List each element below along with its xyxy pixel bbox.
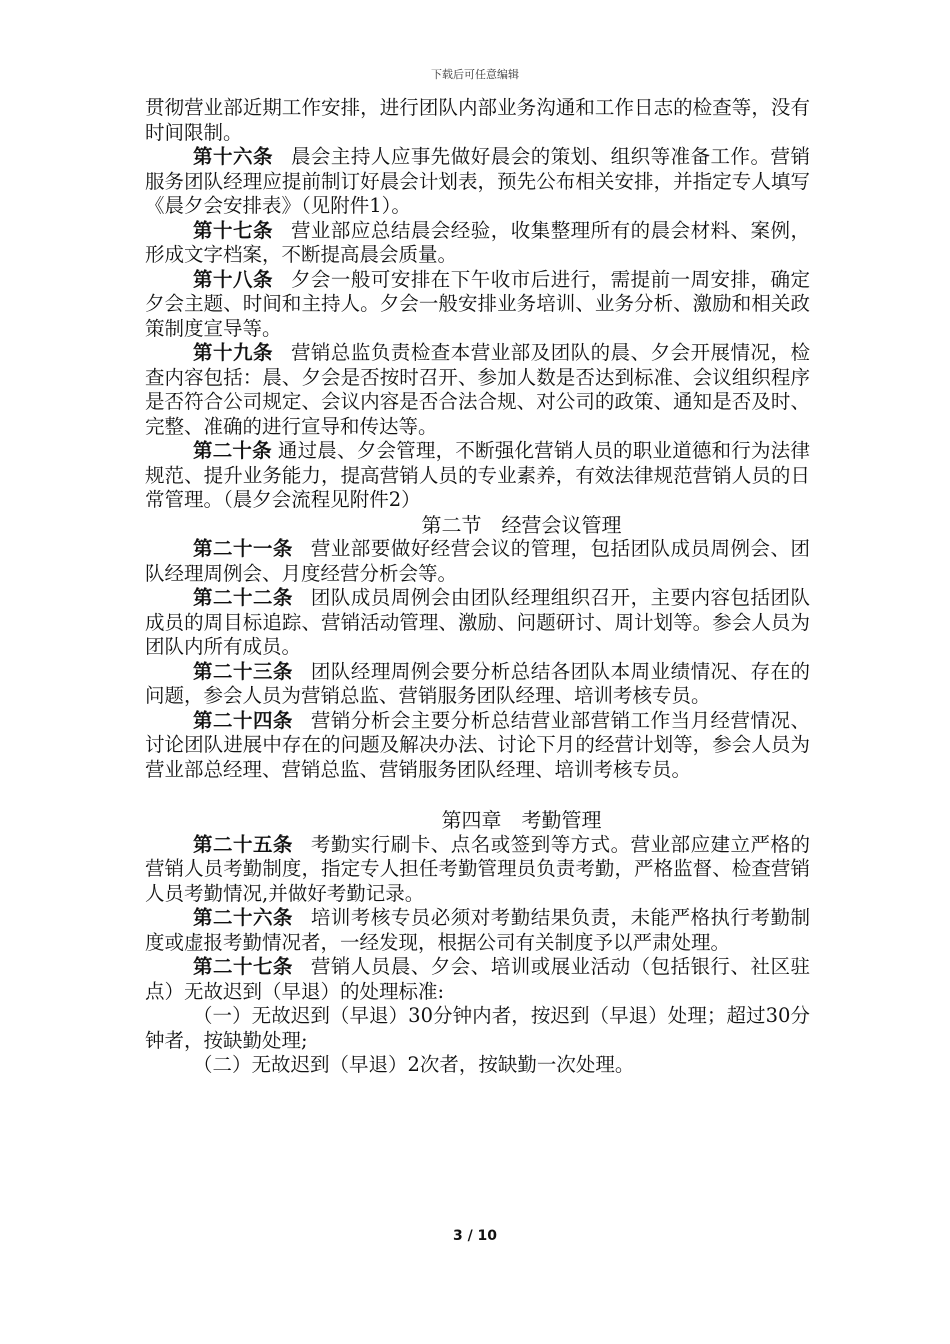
section-title: 第二节 经营会议管理 [421,512,622,537]
sub-item-2: （二）无故迟到（早退）2次者，按缺勤一次处理。 [193,1053,635,1076]
article-23 [145,660,810,709]
chapter-title: 第四章 考勤管理 [441,808,602,832]
article-label: 第二十六条 [193,906,293,929]
article-19 [145,341,810,439]
article-20 [145,439,810,513]
article-text: 考勤实行刷卡、点名或签到等方式。营业部应建立严格的营销人员考勤制度，指定专人担任考勤管理员负责考勤，严格监督、检查营销人员考勤情况,并做好考勤记录。 [145,832,810,905]
page-header-note: 下载后可任意编辑 [431,68,519,81]
sub-item-1: （一）无故迟到（早退）30分钟内者，按迟到（早退）处理；超过30分钟者，按缺勤处理; [145,1004,810,1052]
article-text: 通过晨、夕会管理，不断强化营销人员的职业道德和行为法律规范、提升业务能力，提高营销人员的专业素养，有效法律规范营销人员的日常管理。（晨夕会流程见附件2） [145,439,810,511]
article-text: 培训考核专员必须对考勤结果负责，未能严格执行考勤制度或虚报考勤情况者，一经发现，根据公司有关制度予以严肃处理。 [145,906,810,954]
article-17 [145,219,810,268]
article-label: 第二十七条 [193,955,293,978]
article-label: 第二十五条 [193,832,293,856]
article-24 [145,709,810,783]
article-label: 第二十四条 [193,708,293,732]
article-text: 营业部要做好经营会议的管理，包括团队成员周例会、团队经理周例会、月度经营分析会等。 [145,537,810,585]
article-16 [145,145,810,219]
article-text: 夕会一般可安排在下午收市后进行，需提前一周安排，确定夕会主题、时间和主持人。夕会一般安排业务培训、业务分析、激励和相关政策制度宣导等。 [145,267,810,340]
page-number: 3 / 10 [452,1228,498,1244]
article-27 [145,955,810,1004]
article-label: 第十九条 [193,341,273,364]
article-label: 第十七条 [193,218,273,242]
article-22 [145,586,810,660]
paragraph-continuation: 贯彻营业部近期工作安排，进行团队内部业务沟通和工作日志的检查等，没有时间限制。 [145,96,810,144]
article-label: 第二十条 [193,439,272,462]
article-text: 团队经理周例会要分析总结各团队本周业绩情况、存在的问题，参会人员为营销总监、营销服务团队经理、培训考核专员。 [145,659,810,707]
article-label: 第十六条 [193,145,273,168]
document-body [145,96,810,1078]
article-25 [145,833,810,907]
article-text: 营销人员晨、夕会、培训或展业活动（包括银行、社区驻点）无故迟到（早退）的处理标准: [145,955,810,1003]
article-label: 第二十三条 [193,659,293,683]
article-text: 团队成员周例会由团队经理组织召开，主要内容包括团队成员的周目标追踪、营销活动管理、激励、问题研讨、周计划等。参会人员为团队内所有成员。 [145,586,810,658]
article-label: 第二十二条 [193,586,293,609]
article-26 [145,906,810,955]
article-21 [145,537,810,586]
article-text: 营业部应总结晨会经验，收集整理所有的晨会材料、案例，形成文字档案，不断提高晨会质量。 [145,218,810,266]
article-text: 营销分析会主要分析总结营业部营销工作当月经营情况、讨论团队进展中存在的问题及解决办法、讨论下月的经营计划等，参会人员为营业部总经理、营销总监、营销服务团队经理、培训考核专员。 [145,708,810,781]
article-text: 营销总监负责检查本营业部及团队的晨、夕会开展情况，检查内容包括：晨、夕会是否按时召开、参加人数是否达到标准、会议组织程序是否符合公司规定、会议内容是否合法合规、对公司的政策、通知是否及时、完整、准确的进行宣导和传达等。 [145,341,810,438]
article-text: 晨会主持人应事先做好晨会的策划、组织等准备工作。营销服务团队经理应提前制订好晨会计划表，预先公布相关安排，并指定专人填写《晨夕会安排表》（见附件1）。 [145,145,810,217]
article-label: 第十八条 [193,267,273,291]
article-label: 第二十一条 [193,537,293,560]
article-18 [145,268,810,342]
